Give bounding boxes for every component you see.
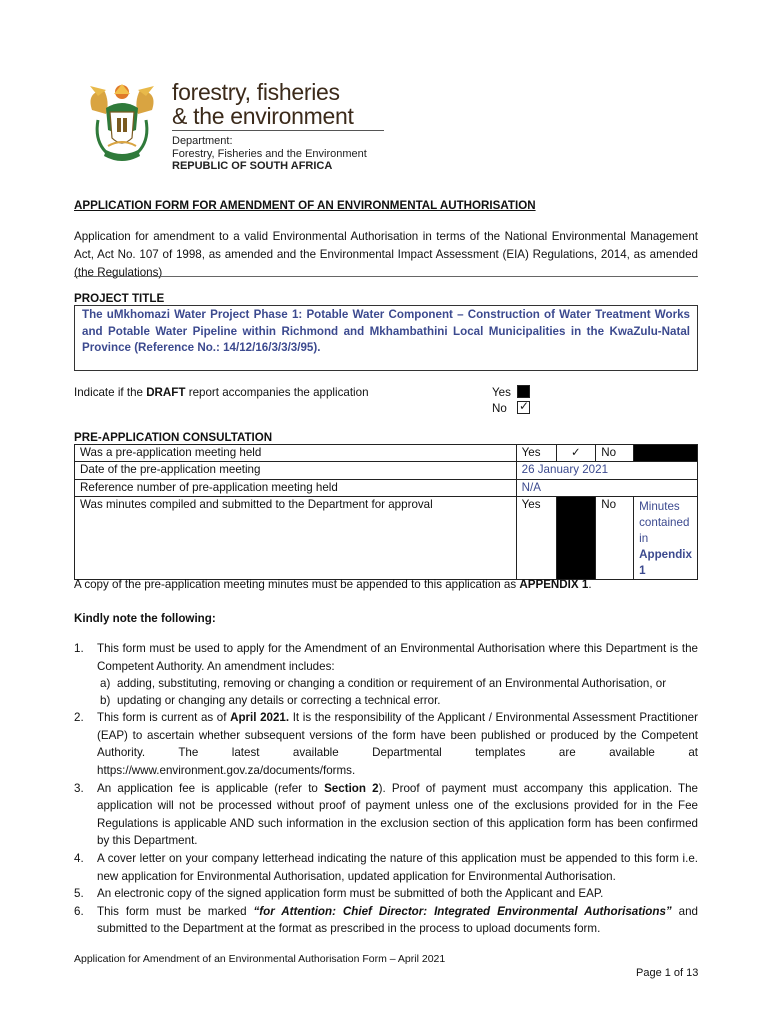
reference-number-value[interactable]: N/A	[516, 479, 697, 496]
question-cell: Was minutes compiled and submitted to the Department for approval	[75, 497, 517, 580]
form-title: APPLICATION FORM FOR AMENDMENT OF AN ENVIRONMENTAL AUTHORISATION	[74, 199, 536, 212]
question-cell: Was a pre-application meeting held	[75, 445, 517, 462]
dept-line-1: Department:	[172, 135, 233, 147]
pre-application-table	[74, 444, 698, 580]
list-item: 1. This form must be used to apply for the Amendment of an Environmental Authorisation where this Department is the Competent Authority. An amendment includes:	[74, 642, 698, 673]
yes-label-cell: Yes	[516, 497, 556, 580]
minutes-note-cell: Minutes contained in Appendix 1	[634, 497, 698, 580]
list-item: 2. This form is current as of April 2021. It is the responsibility of the Applicant / Environmental Assessment Practitioner (EAP) to ascertain whether subsequent versions of the form have been published or produced by the Competent Authority. The latest available Departmental templates are available at https://www.environment.gov.za/documents/forms.	[74, 711, 698, 777]
yes-label-cell: Yes	[516, 445, 556, 462]
list-item: 5. An electronic copy of the signed application form must be submitted of both the Applicant and EAP.	[74, 887, 604, 901]
pre-application-label: PRE-APPLICATION CONSULTATION	[74, 431, 273, 444]
draft-yes-checkbox[interactable]	[517, 385, 530, 398]
list-item: 4. A cover letter on your company letterhead indicating the nature of this application must be appended to this form i.e. new application for Environmental Authorisation, updated application for Environmental Authorisation.	[74, 851, 698, 883]
table-row	[75, 462, 698, 479]
south-africa-coat-of-arms-icon	[84, 80, 160, 168]
list-subitem: b) updating or changing any details or correcting a technical error.	[100, 694, 441, 708]
project-title-text[interactable]: The uMkhomazi Water Project Phase 1: Potable Water Component – Construction of Water Treatment Works and Potable Water Pipeline within Richmond and Mkhambathini Local Municipalities in the KwaZulu-Natal Province (Reference No.: 14/12/16/3/3/3/95).	[82, 308, 690, 354]
yes-check-cell[interactable]	[556, 497, 596, 580]
dept-line-2: Forestry, Fisheries and the Environment	[172, 147, 367, 160]
list-item: 6. This form must be marked “for Attention: Chief Director: Integrated Environmental Authorisations” and submitted to the Department at the format as prescribed in the process to upload documents form.	[74, 904, 698, 936]
draft-no-label: No	[492, 402, 507, 415]
brand-line-1: forestry, fisheries	[172, 79, 340, 105]
meeting-date-value[interactable]: 26 January 2021	[516, 462, 697, 479]
intro-divider	[74, 276, 698, 277]
list-item: 3. An application fee is applicable (refer to Section 2). Proof of payment must accompany this application. The application will not be processed without proof of payment unless one of the exclusions provided for in the Fee Regulations is applicable AND such information in the exclusion section of this application form has been confirmed by this Department.	[74, 781, 699, 848]
department-name	[172, 135, 367, 173]
no-check-cell[interactable]	[634, 445, 698, 462]
brand-divider	[172, 130, 384, 131]
dept-line-3: REPUBLIC OF SOUTH AFRICA	[172, 160, 333, 172]
kindly-note-heading: Kindly note the following:	[74, 612, 216, 625]
draft-question: Indicate if the DRAFT report accompanies the application	[74, 386, 369, 399]
page-number: Page 1 of 13	[636, 967, 699, 979]
no-label-cell: No	[596, 445, 634, 462]
table-row	[75, 445, 698, 462]
draft-no-checkbox[interactable]	[517, 401, 530, 414]
yes-check-cell[interactable]	[556, 445, 596, 462]
footer-form-name: Application for Amendment of an Environmental Authorisation Form – April 2021	[74, 953, 446, 965]
appendix-note: A copy of the pre-application meeting minutes must be appended to this application as APPENDIX 1.	[74, 578, 592, 591]
notes-list	[74, 640, 698, 938]
intro-paragraph: Application for amendment to a valid Environmental Authorisation in terms of the National Environmental Management Act, Act No. 107 of 1998, as amended and the Environmental Impact Assessment (EIA) Regulations, 2014, as amended (the Regulations)	[74, 230, 698, 279]
project-title-label: PROJECT TITLE	[74, 292, 165, 305]
brand-line-2: & the environment	[172, 103, 354, 129]
draft-yes-label: Yes	[492, 386, 511, 399]
table-row	[75, 479, 698, 496]
list-subitem: a) adding, substituting, removing or changing a condition or requirement of an Environmental Authorisation, or	[100, 677, 667, 691]
question-cell: Date of the pre-application meeting	[75, 462, 517, 479]
table-row	[75, 497, 698, 580]
checkmark-icon: ✓	[571, 446, 581, 459]
no-label-cell: No	[596, 497, 634, 580]
question-cell: Reference number of pre-application meeting held	[75, 479, 517, 496]
